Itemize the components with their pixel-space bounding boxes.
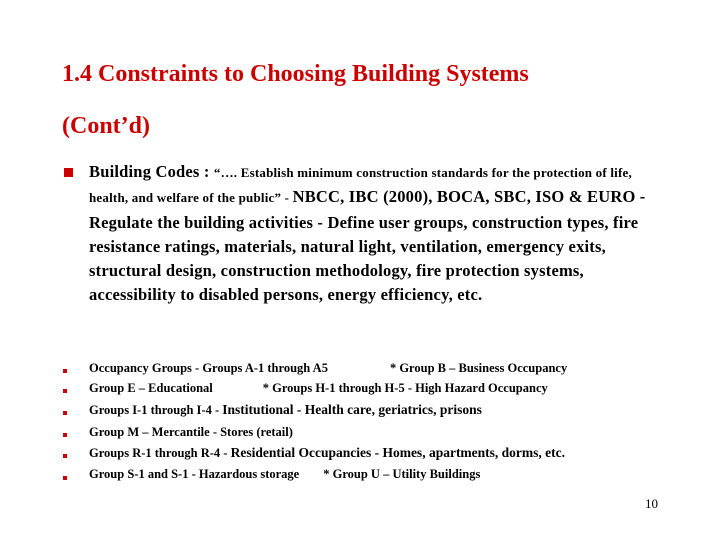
title-line-1: 1.4 Constraints to Choosing Building Systems bbox=[62, 61, 529, 87]
list-item bbox=[89, 467, 480, 482]
main-bullet-marker bbox=[64, 168, 73, 177]
list-item-right: Institutional - Health care, geriatrics, prisons bbox=[222, 402, 482, 417]
building-codes-paragraph bbox=[89, 160, 649, 308]
building-codes-quote: “…. Establish minimum construction standards for the protection of life, health, and welfare of the public” - bbox=[89, 165, 632, 206]
list-item-left: Groups R-1 through R-4 - bbox=[89, 446, 231, 460]
building-codes-lead: Building Codes : bbox=[89, 162, 214, 181]
list-item bbox=[89, 425, 293, 440]
page-number: 10 bbox=[645, 496, 658, 511]
slide-title bbox=[62, 48, 662, 152]
title-line-2: (Cont’d) bbox=[62, 113, 150, 139]
list-item-left: Groups I-1 through I-4 - bbox=[89, 403, 223, 417]
list-item-right: * Groups H-1 through H-5 - High Hazard Occupancy bbox=[262, 381, 548, 395]
list-item-left: Group M – Mercantile - Stores (retail) bbox=[89, 425, 293, 439]
sub-bullet-marker bbox=[63, 369, 67, 373]
list-item bbox=[89, 381, 548, 396]
sub-bullet-marker bbox=[63, 411, 67, 415]
list-item bbox=[89, 402, 482, 418]
building-codes-details: NBCC, IBC (2000), BOCA, SBC, ISO & EURO - Regulate the building activities - Define user groups, construction types, fire resistance ratings, materials, natural light, ventilation, emergency exits, structural design, construction methodology, fire protection systems, accessibility to disabled persons, energy efficiency, etc. bbox=[89, 187, 646, 305]
list-item bbox=[89, 445, 565, 461]
list-item-left: Group S-1 and S-1 - Hazardous storage bbox=[89, 467, 300, 481]
sub-bullet-marker bbox=[63, 454, 67, 458]
list-item-left: Group E – Educational bbox=[89, 381, 213, 395]
list-item-right: * Group U – Utility Buildings bbox=[323, 467, 481, 481]
sub-bullet-marker bbox=[63, 389, 67, 393]
sub-bullet-marker bbox=[63, 433, 67, 437]
list-item-right: Residential Occupancies - Homes, apartments, dorms, etc. bbox=[230, 445, 566, 460]
list-item-left: Occupancy Groups - Groups A-1 through A5 bbox=[89, 361, 328, 375]
list-item-right: * Group B – Business Occupancy bbox=[389, 361, 568, 375]
sub-bullet-marker bbox=[63, 476, 67, 480]
list-item bbox=[89, 361, 567, 376]
